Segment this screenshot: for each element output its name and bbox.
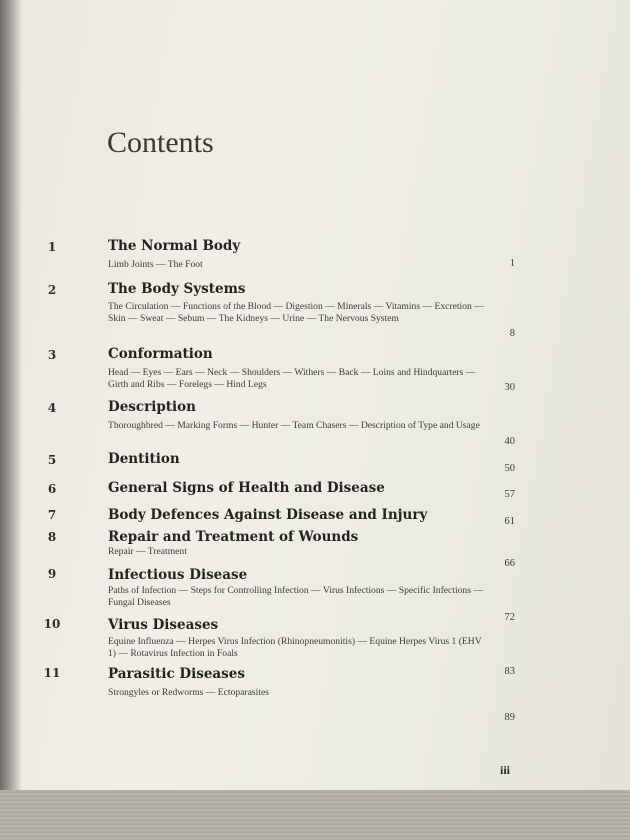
chapter-heading: Dentition (108, 451, 180, 467)
background-surface (0, 790, 630, 840)
chapter-heading: The Normal Body (108, 238, 241, 254)
chapter-number: 10 (43, 617, 61, 631)
chapter-heading: Virus Diseases (108, 617, 219, 633)
chapter-subtopics: Repair — Treatment (108, 546, 187, 557)
chapter-subtopics: Head — Eyes — Ears — Neck — Shoulders — Withers — Back — Loins and Hindquarters — Girth and Ribs — Forelegs — Hind Legs (108, 367, 476, 390)
chapter-page-number: 50 (504, 463, 515, 474)
chapter-number: 9 (47, 567, 57, 581)
chapter-heading: The Body Systems (108, 281, 246, 297)
chapter-subtopics: Strongyles or Redworms — Ectoparasites (108, 687, 269, 698)
chapter-page-number: 66 (504, 558, 515, 569)
chapter-number: 1 (47, 240, 57, 254)
chapter-number: 4 (47, 401, 57, 415)
chapter-page-number: 72 (504, 612, 515, 623)
chapter-number: 2 (47, 283, 57, 297)
chapter-heading: General Signs of Health and Disease (108, 480, 385, 496)
chapter-number: 3 (47, 348, 57, 362)
chapter-subtopics: Thoroughbred — Marking Forms — Hunter — Team Chasers — Description of Type and Usage (108, 420, 480, 431)
chapter-page-number: 40 (504, 436, 515, 447)
chapter-number: 7 (47, 508, 57, 522)
chapter-heading: Body Defences Against Disease and Injury (108, 507, 428, 523)
chapter-number: 11 (43, 666, 61, 680)
chapter-heading: Repair and Treatment of Wounds (108, 529, 359, 545)
chapter-subtopics: Equine Influenza — Herpes Virus Infection (Rhinopneumonitis) — Equine Herpes Virus 1 (EHV 1) — Rotavirus Infection in Foals (108, 636, 482, 659)
chapter-number: 8 (47, 530, 57, 544)
chapter-page-number: 1 (509, 258, 515, 269)
chapter-page-number: 57 (504, 489, 515, 500)
chapter-number: 5 (47, 453, 57, 467)
page-gutter-shadow (0, 0, 22, 790)
chapter-heading: Parasitic Diseases (108, 666, 245, 682)
chapter-page-number: 83 (504, 666, 515, 677)
show-through-text (195, 78, 199, 92)
page-title: Contents (107, 126, 214, 159)
chapter-page-number: 89 (504, 712, 515, 723)
chapter-page-number: 61 (504, 516, 515, 527)
page-folio: iii (500, 763, 511, 777)
chapter-number: 6 (47, 482, 57, 496)
chapter-heading: Description (108, 399, 196, 415)
chapter-subtopics: Paths of Infection — Steps for Controlling Infection — Virus Infections — Specific Infections — Fungal Diseases (108, 585, 483, 608)
chapter-subtopics: The Circulation — Functions of the Blood — Digestion — Minerals — Vitamins — Excretion — Skin — Sweat — Sebum — The Kidneys — Urine — The Nervous System (108, 301, 484, 324)
chapter-heading: Infectious Disease (108, 567, 248, 583)
chapter-page-number: 8 (509, 328, 515, 339)
chapter-subtopics: Limb Joints — The Foot (108, 259, 203, 270)
chapter-heading: Conformation (108, 346, 213, 362)
chapter-page-number: 30 (504, 382, 515, 393)
